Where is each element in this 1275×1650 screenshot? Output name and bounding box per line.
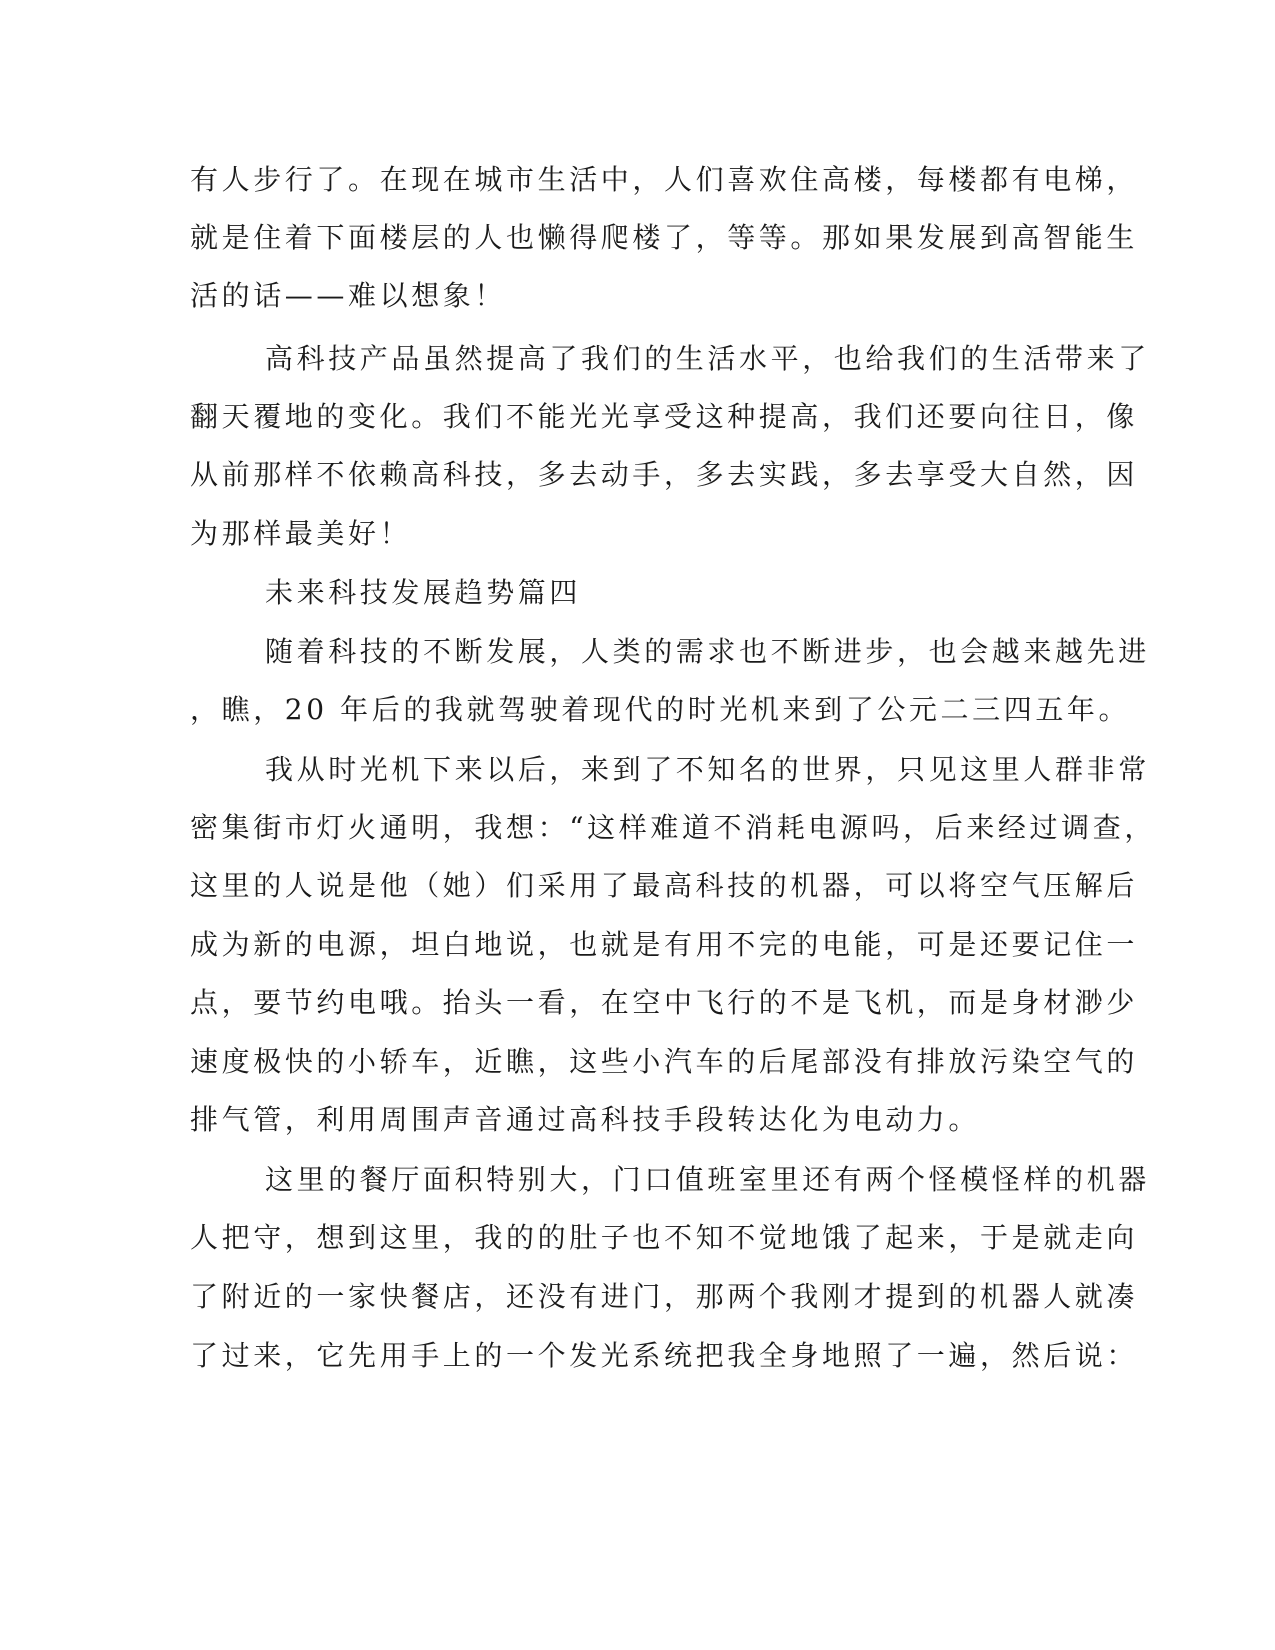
text-line: 排气管，利用周围声音通过高科技手段转达化为电动力。 bbox=[190, 1103, 981, 1136]
text-line: 这里的餐厅面积特别大，门口值班室里还有两个怪模怪样的机器 bbox=[265, 1163, 1150, 1196]
text-line: 高科技产品虽然提高了我们的生活水平，也给我们的生活带来了 bbox=[265, 342, 1150, 375]
text-line: 这里的人说是他（她）们采用了最高科技的机器，可以将空气压解后 bbox=[190, 869, 1139, 902]
text-line: 从前那样不依赖高科技，多去动手，多去实践，多去享受大自然，因 bbox=[190, 458, 1139, 491]
text-line: 为那样最美好！ bbox=[190, 517, 412, 550]
text-line: 成为新的电源，坦白地说，也就是有用不完的电能，可是还要记住一 bbox=[190, 928, 1139, 961]
text-line: 了过来，它先用手上的一个发光系统把我全身地照了一遍，然后说： bbox=[190, 1339, 1139, 1372]
text-line: 速度极快的小轿车，近瞧，这些小汽车的后尾部没有排放污染空气的 bbox=[190, 1045, 1139, 1078]
text-line: 就是住着下面楼层的人也懒得爬楼了，等等。那如果发展到高智能生 bbox=[190, 221, 1139, 254]
section-heading: 未来科技发展趋势篇四 bbox=[265, 576, 582, 609]
text-line: 密集街市灯火通明，我想：“这样难道不消耗电源吗，后来经过调查， bbox=[190, 811, 1156, 844]
text-line: ，瞧，20 年后的我就驾驶着现代的时光机来到了公元二三四五年。 bbox=[190, 693, 1131, 726]
text-line: 随着科技的不断发展，人类的需求也不断进步，也会越来越先进 bbox=[265, 635, 1150, 668]
text-line: 人把守，想到这里，我的的肚子也不知不觉地饿了起来，于是就走向 bbox=[190, 1221, 1139, 1254]
text-line: 我从时光机下来以后，来到了不知名的世界，只见这里人群非常 bbox=[265, 753, 1150, 786]
text-line: 了附近的一家快餐店，还没有进门，那两个我刚才提到的机器人就凑 bbox=[190, 1280, 1139, 1313]
text-line: 有人步行了。在现在城市生活中，人们喜欢住高楼，每楼都有电梯， bbox=[190, 163, 1139, 196]
text-line: 点，要节约电哦。抬头一看，在空中飞行的不是飞机，而是身材渺少 bbox=[190, 986, 1139, 1019]
text-line: 活的话——难以想象！ bbox=[190, 279, 507, 312]
text-line: 翻天覆地的变化。我们不能光光享受这种提高，我们还要向往日，像 bbox=[190, 400, 1139, 433]
